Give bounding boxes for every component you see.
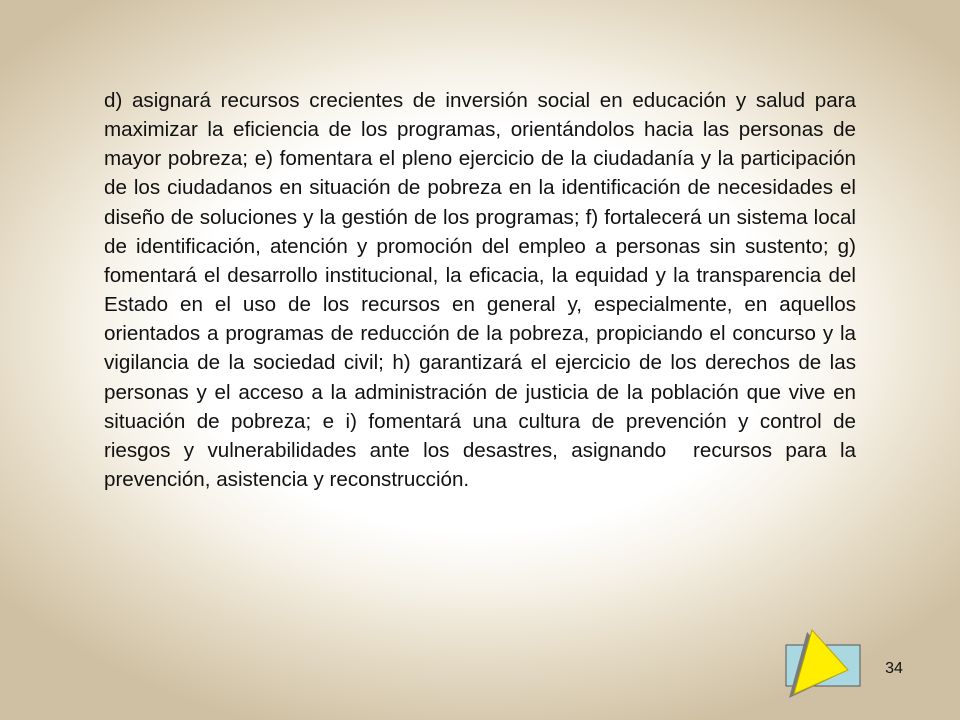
next-arrow-icon — [762, 626, 862, 698]
slide-body-text: d) asignará recursos crecientes de inversión social en educación y salud para maximizar la eficiencia de los programas, orientándolos hacia las personas de mayor pobreza; e) fomentara el pleno ejercicio de la ciudadanía y la participación de los ciudadanos en situación de pobreza en la identificación de necesidades el diseño de soluciones y la gestión de los programas; f) fortalecerá un sistema local de identificación, atención y promoción del empleo a personas sin sustento; g) fomentará el desarrollo institucional, la eficacia, la equidad y la transparencia del Estado en el uso de los recursos en general y, especialmente, en aquellos orientados a programas de reducción de la pobreza, propiciando el concurso y la vigilancia de la sociedad civil; h) garantizará el ejercicio de los derechos de las personas y el acceso a la administración de justicia de la población que vive en situación de pobreza; e i) fomentará una cultura de prevención y control de riesgos y vulnerabilidades ante los desastres, asignando recursos para la prevención, asistencia y reconstrucción. — [104, 89, 862, 492]
next-slide-button[interactable] — [762, 626, 862, 698]
page-number: 34 — [885, 660, 903, 677]
